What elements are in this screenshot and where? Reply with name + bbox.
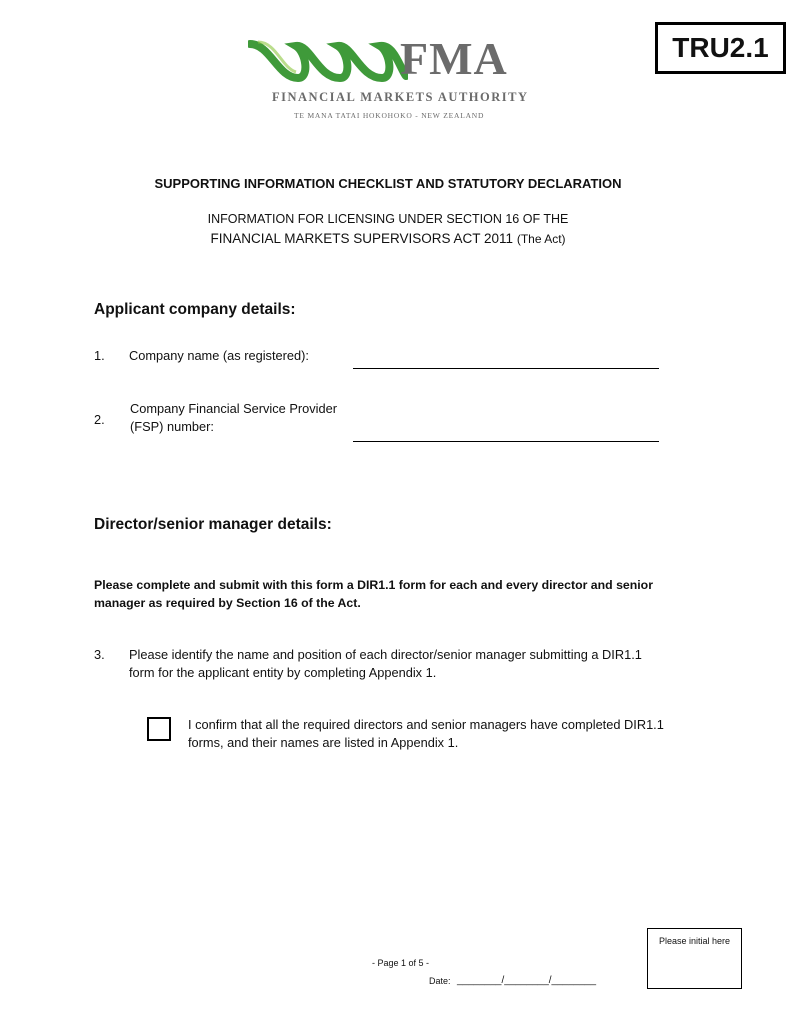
subtitle-act-name: FINANCIAL MARKETS SUPERVISORS ACT 2011 xyxy=(210,231,514,246)
confirm-text-line1: I confirm that all the required directors and senior managers have completed DIR1.1 xyxy=(188,717,664,732)
logo-tagline: TE MANA TATAI HOKOHOKO - NEW ZEALAND xyxy=(294,111,485,120)
subtitle-line2 xyxy=(0,231,776,246)
page-number: - Page 1 of 5 - xyxy=(372,958,430,968)
item3-number: 3. xyxy=(94,647,105,662)
item2-number: 2. xyxy=(94,412,105,427)
directors-instruction-line1: Please complete and submit with this form a DIR1.1 form for each and every director and senior xyxy=(94,578,653,592)
fma-logo xyxy=(248,33,538,128)
logo-abbrev: FMA xyxy=(400,33,508,84)
fsp-number-label-line2: (FSP) number: xyxy=(130,419,214,434)
initial-box[interactable] xyxy=(647,928,742,989)
company-name-field[interactable] xyxy=(353,368,659,369)
confirm-directors-checkbox[interactable] xyxy=(147,717,171,741)
subtitle-line1: INFORMATION FOR LICENSING UNDER SECTION 16 OF THE xyxy=(207,212,569,226)
item3-text-line2: form for the applicant entity by completing Appendix 1. xyxy=(129,665,437,680)
item1-number: 1. xyxy=(94,348,105,363)
form-code-badge: TRU2.1 xyxy=(655,22,786,74)
document-title: SUPPORTING INFORMATION CHECKLIST AND STATUTORY DECLARATION xyxy=(154,176,622,191)
initial-box-label: Please initial here xyxy=(658,936,731,946)
fsp-number-field[interactable] xyxy=(353,441,659,442)
logo-name: FINANCIAL MARKETS AUTHORITY xyxy=(272,90,529,104)
wave-logo-icon xyxy=(248,38,408,84)
applicant-section-heading: Applicant company details: xyxy=(94,301,296,318)
company-name-label: Company name (as registered): xyxy=(129,348,309,363)
date-label: Date: xyxy=(429,976,451,986)
item3-text-line1: Please identify the name and position of each director/senior manager submitting a DIR1.1 xyxy=(129,647,642,662)
directors-section-heading: Director/senior manager details: xyxy=(94,516,332,533)
subtitle-act-suffix: (The Act) xyxy=(516,232,566,246)
directors-instruction-line2: manager as required by Section 16 of the Act. xyxy=(94,596,361,610)
fsp-number-label-line1: Company Financial Service Provider xyxy=(130,401,337,416)
date-field[interactable]: ________/________/________ xyxy=(457,975,597,986)
confirm-text-line2: forms, and their names are listed in Appendix 1. xyxy=(188,735,459,750)
